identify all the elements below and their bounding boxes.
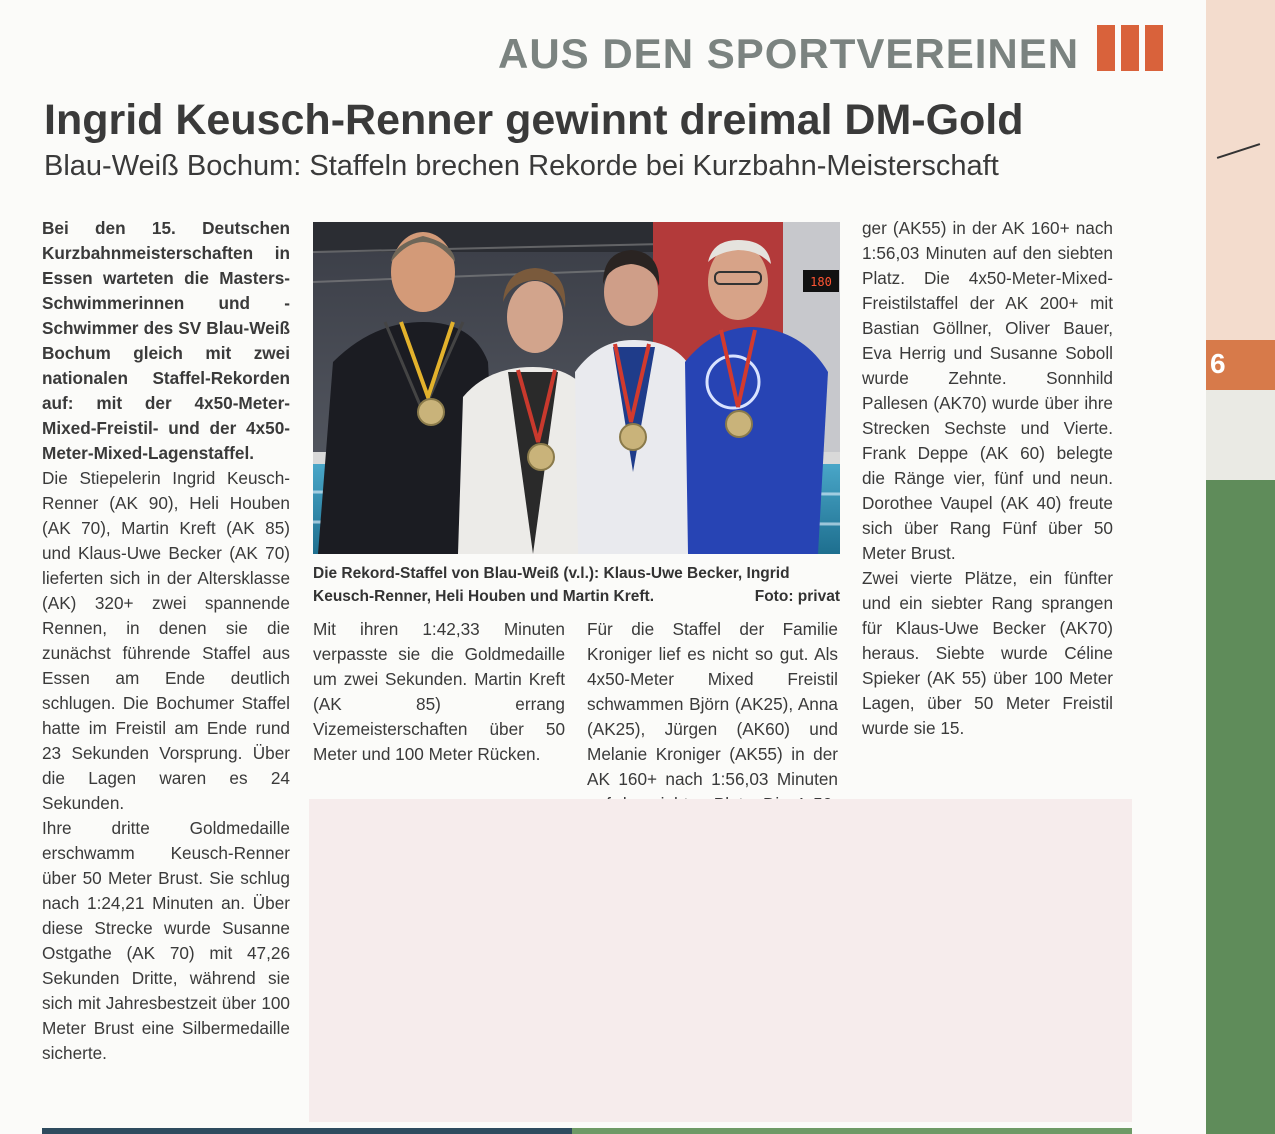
scoreboard-text: 180 — [810, 275, 832, 289]
column-4 — [862, 216, 1113, 741]
bottom-rule-left — [42, 1128, 572, 1134]
photo-credit: Foto: privat — [754, 588, 840, 605]
team-photo — [313, 222, 840, 554]
column-1 — [42, 216, 290, 1066]
paragraph: Zwei vierte Plätze, ein fünfter und ein siebter Rang sprangen für Klaus-Uwe Becker (AK70) heraus. Siebte wurde Céline Spieker (AK 55) über 100 Meter Lagen, über 50 Meter Freistil wurde sie 15. — [862, 568, 1113, 738]
paragraph: Die Stiepelerin Ingrid Keusch-Renner (AK 90), Heli Houben (AK 70), Martin Kreft (AK 85) und Klaus-Uwe Becker (AK 70) lieferten sich in der Altersklasse (AK) 320+ zwei spannende Rennen, in denen sie die zunächst führende Staffel aus Essen am Ende deutlich schlugen. Die Bochumer Staffel hatte im Freistil am Ende rund 23 Sekunden Vorsprung. Über die Lagen waren es 24 Sekunden. — [42, 468, 290, 813]
article-headline: Ingrid Keusch-Renner gewinnt dreimal DM-Gold — [44, 96, 1024, 144]
article-subheadline: Blau-Weiß Bochum: Staffeln brechen Rekorde bei Kurzbahn-Meisterschaft — [44, 150, 999, 182]
column-3 — [587, 617, 838, 789]
blank-ad-area — [309, 799, 1132, 1122]
paragraph-continuation: ger (AK55) in der AK 160+ nach 1:56,03 Minuten auf den siebten Platz. Die 4x50-Meter-Mixed-Freistilstaffel der AK 200+ mit Bastian Göllner, Oliver Bauer, Eva Herrig und Susanne Soboll wurde Zehnte. Sonnhild Pallesen (AK70) wurde über ihre Strecken Sechste und Vierte. Frank Deppe (AK 60) belegte die Ränge vier, fünf und neun. Dorothee Vaupel (AK 40) freute sich über Rang Fünf über 50 Meter Brust. — [862, 218, 1113, 563]
section-label: AUS DEN SPORTVEREINEN — [498, 30, 1080, 77]
bottom-rule-right — [572, 1128, 1132, 1134]
page-number: 6 — [1210, 348, 1226, 379]
caption-text: Die Rekord-Staffel von Blau-Weiß (v.l.): Klaus-Uwe Becker, Ingrid Keusch-Renner, Heli Houben und Martin Kreft. — [313, 565, 790, 605]
next-page-edge — [1206, 0, 1275, 1134]
column-2 — [313, 617, 565, 767]
photo-caption — [313, 562, 840, 608]
article-lead: Bei den 15. Deutschen Kurzbahnmeisterschaften in Essen warteten die Masters-Schwimmerinnen und -Schwimmer des SV Blau-Weiß Bochum gleich mit zwei nationalen Staffel-Rekorden auf: mit der 4x50-Meter-Mixed-Freistil- und der 4x50-Meter-Mixed-Lagenstaffel. — [42, 218, 290, 463]
paragraph: Mit ihren 1:42,33 Minuten verpasste sie die Goldmedaille um zwei Sekunden. Martin Kreft (AK 85) errang Vizemeisterschaften über 50 Meter und 100 Meter Rücken. — [313, 619, 565, 764]
paragraph: Für die Staffel der Familie Kroniger lief es nicht so gut. Als 4x50-Meter Mixed Freistil schwammen Björn (AK25), Anna (AK25), Jürgen (AK60) und Melanie Kroniger (AK55) in der AK 160+ nach 1:56,03 Minuten — [587, 619, 838, 789]
section-bars-decoration — [1097, 25, 1169, 71]
paragraph: Ihre dritte Goldmedaille erschwamm Keusch-Renner über 50 Meter Brust. Sie schlug nach 1:24,21 Minuten an. Über diese Strecke wurde Susanne Ostgathe (AK 70) mit 47,26 Sekunden Dritte, während sie sich mit Jahresbestzeit über 100 Meter Brust eine Silbermedaille sicherte. — [42, 818, 290, 1063]
photo-illustration — [313, 222, 840, 554]
